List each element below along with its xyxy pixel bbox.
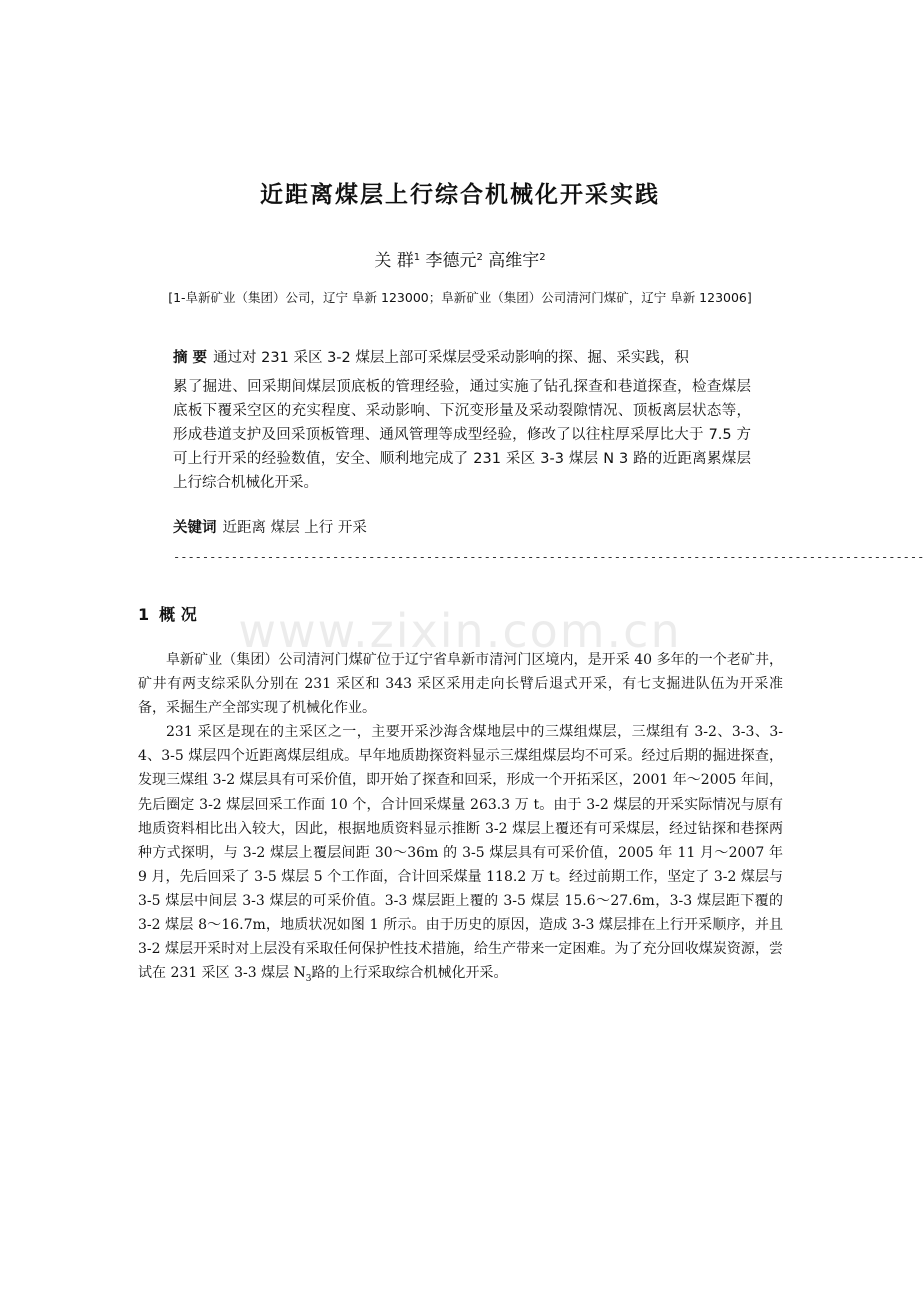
section-number: 1 [138,605,150,624]
author-2: 李德元 [425,251,477,271]
author-3: 高维宇 [488,251,540,271]
keywords [173,516,751,537]
abstract-label: 摘 要 [173,350,208,366]
author-line [0,246,920,271]
paragraph-2-text: 231 采区是现在的主采区之一，主要开采沙海含煤地层中的三煤组煤层，三煤组有 3-2、3-3、3-4、3-5 煤层四个近距离煤层组成。早年地质勘探资料显示三煤组煤层均不可采。经过后期的掘进探查，发现三煤组 3-2 煤层具有可采价值，即开始了探查和回采，形成一个开拓采区，2001 年～2005 年间，先后圈定 3-2 煤层回采工作面 10 个，合计回采煤量 263.3 万 t。由于 3-2 煤层的开采实际情况与原有地质资料相比出入较大，因此，根据地质资料显示推断 3-2 煤层上覆还有可采煤层，经过钻探和巷探两种方式探明，与 3-2 煤层上覆层间距 30～36m 的 3-5 煤层具有可采价值，2005 年 11 月～2007 年 9 月，先后回采了 3-5 煤层 5 个工作面，合计回采煤量 118.2 万 t。经过前期工作，坚定了 3-2 煤层与 3-5 煤层中间层 3-3 煤层的可采价值。3-3 煤层距上覆的 3-5 煤层 15.6～27.6m，3-3 煤层距下覆的 3-2 煤层 8～16.7m，地质状况如图 1 所示。由于历史的原因，造成 3-3 煤层排在上行开采顺序，并且 3-2 煤层开采时对上层没有采取任何保护性技术措施，给生产带来一定困难。为了充分回收煤炭资源，尝试在 231 采区 3-3 煤层 N [138,724,783,982]
abstract [173,346,751,495]
author-1: 关 群 [374,251,414,271]
paragraph-1: 阜新矿业（集团）公司清河门煤矿位于辽宁省阜新市清河门区境内，是开采 40 多年的一个老矿井，矿井有两支综采队分别在 231 采区和 343 采区采用走向长臂后退式开采，有七支掘进队伍为开采准备，采掘生产全部实现了机械化作业。 [138,652,783,717]
paragraph-2-subscript: 3 [305,974,312,985]
section-heading [138,602,207,625]
author-2-affil: 2 [476,252,483,263]
author-3-affil: 2 [539,252,546,263]
paper-title: 近距离煤层上行综合机械化开采实践 [260,181,660,208]
paragraph-2-end: 路的上行采取综合机械化开采。 [311,965,508,982]
paragraph-2 [138,720,783,991]
affiliation: [1-阜新矿业（集团）公司，辽宁 阜新 123000；阜新矿业（集团）公司清河门煤矿，辽宁 阜新 123006] [168,290,752,305]
keywords-text: 近距离 煤层 上行 开采 [222,520,367,536]
author-1-affil: 1 [413,252,421,263]
keywords-label: 关键词 [173,520,217,536]
section-title: 概 况 [159,605,197,624]
divider: -------------------------------------------------------------------------------------------------------- [173,550,924,564]
abstract-first-line: 通过对 231 采区 3-2 煤层上部可采煤层受采动影响的探、掘、采实践，积 [213,350,689,366]
watermark: www.zixin.com.cn [238,604,682,658]
abstract-text: 累了掘进、回采期间煤层顶底板的管理经验，通过实施了钻孔探查和巷道探查，检查煤层底板下覆采空区的充实程度、采动影响、下沉变形量及采动裂隙情况、顶板离层状态等，形成巷道支护及回采顶板管理、通风管理等成型经验，修改了以往柱厚采厚比大于 7.5 方可上行开采的经验数值，安全、顺利地完成了 231 采区 3-3 煤层 N 3 路的近距离累煤层上行综合机械化开采。 [173,379,751,491]
body-text [138,648,783,991]
